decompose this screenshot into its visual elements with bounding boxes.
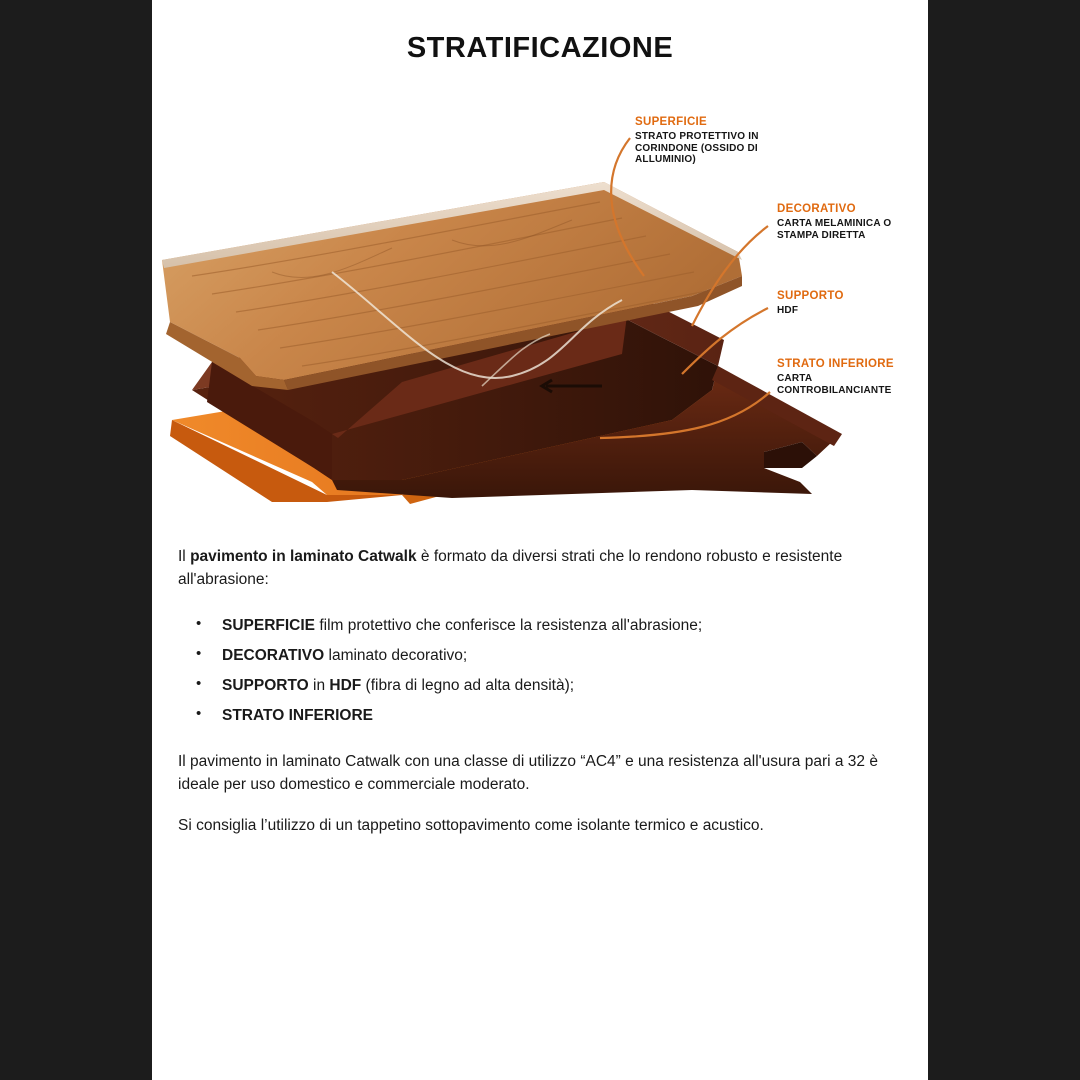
callout-supporto-heading: SUPPORTO: [777, 290, 844, 302]
list-item: [196, 644, 902, 667]
bullet-2-mid: in: [308, 677, 330, 694]
layer-bullet-list: [178, 614, 902, 728]
callout-superficie-sub: STRATO PROTETTIVO IN CORINDONE (OSSIDO DI ALLUMINIO): [635, 131, 759, 166]
intro-paragraph: [178, 545, 902, 592]
paragraph-underlay-advice: Si consiglia l’utilizzo di un tappetino sottopavimento come isolante termico e acustico.: [178, 817, 764, 834]
page-title: STRATIFICAZIONE: [406, 32, 674, 64]
layer-diagram-illustration: [152, 90, 928, 520]
page-margin-left: [0, 0, 152, 1080]
intro-after: è formato da diversi strati che lo rendono robusto e resistente all'abrasione:: [178, 548, 843, 589]
callout-strato-inferiore-sub: CARTA CONTROBILANCIANTE: [777, 373, 892, 396]
bullet-1-bold: DECORATIVO: [222, 646, 325, 664]
bullet-0-rest: film protettivo che conferisce la resistenza all'abrasione;: [315, 616, 703, 634]
callout-supporto-sub: HDF: [777, 305, 799, 317]
callout-decorativo: [777, 203, 927, 241]
bullet-2-bold2: HDF: [329, 677, 362, 694]
callout-superficie-heading: SUPERFICIE: [635, 116, 708, 128]
bullet-2-rest: (fibra di legno ad alta densità);: [361, 677, 575, 694]
callout-decorativo-sub: CARTA MELAMINICA O STAMPA DIRETTA: [777, 218, 892, 241]
intro-bold: pavimento in laminato Catwalk: [190, 548, 417, 565]
callout-strato-inferiore-heading: STRATO INFERIORE: [777, 358, 894, 370]
body-copy: [178, 545, 902, 855]
intro-before: Il: [178, 548, 191, 565]
callout-superficie: [635, 116, 785, 166]
page-margin-right: [928, 0, 1080, 1080]
bullet-0-bold: SUPERFICIE: [222, 616, 316, 634]
bullet-1-rest: laminato decorativo;: [324, 646, 468, 664]
callout-supporto: [777, 290, 844, 317]
callout-strato-inferiore: [777, 358, 927, 396]
bullet-3-bold: STRATO INFERIORE: [222, 707, 373, 725]
paragraph-usage-class: Il pavimento in laminato Catwalk con una classe di utilizzo “AC4” e una resistenza all'usura pari a 32 è ideale per uso domestico e commerciale moderato.: [178, 752, 878, 793]
list-item: [196, 674, 902, 697]
document-sheet: [152, 0, 928, 1080]
bullet-2-bold: SUPPORTO: [222, 677, 309, 694]
list-item: [196, 614, 902, 637]
callout-decorativo-heading: DECORATIVO: [777, 203, 856, 215]
list-item: [196, 704, 902, 727]
